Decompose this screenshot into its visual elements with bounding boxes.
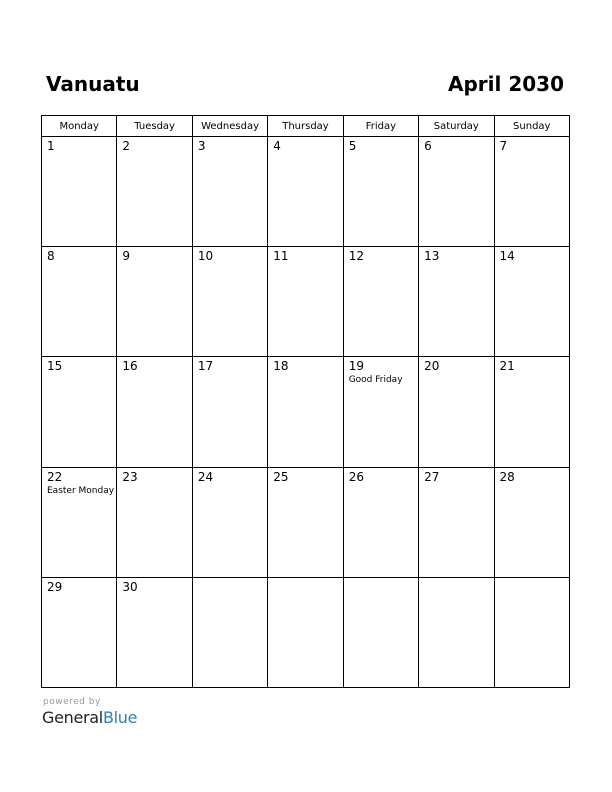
day-cell bbox=[343, 357, 418, 467]
week-row bbox=[42, 137, 570, 247]
day-cell bbox=[192, 577, 267, 687]
day-number: 27 bbox=[424, 469, 440, 484]
holiday-label: Easter Monday bbox=[47, 485, 115, 496]
day-number: 18 bbox=[273, 359, 289, 374]
day-cell bbox=[268, 247, 343, 357]
day-cell bbox=[192, 247, 267, 357]
day-number: 20 bbox=[424, 359, 440, 374]
day-number: 2 bbox=[122, 139, 131, 153]
powered-by-label: powered by bbox=[43, 697, 101, 707]
day-number: 11 bbox=[273, 249, 289, 264]
day-cell bbox=[192, 467, 267, 577]
day-cell bbox=[117, 247, 192, 357]
logo-text-general: General bbox=[42, 708, 103, 727]
day-cell bbox=[42, 467, 117, 577]
month-year-title: April 2030 bbox=[448, 72, 564, 96]
day-number: 24 bbox=[197, 469, 214, 484]
day-cell bbox=[494, 137, 569, 247]
day-number: 22 bbox=[47, 469, 63, 484]
day-number: 30 bbox=[122, 579, 138, 594]
day-cell bbox=[494, 577, 569, 687]
calendar-grid bbox=[41, 115, 570, 688]
holiday-label: Good Friday bbox=[348, 375, 403, 386]
day-cell bbox=[494, 247, 569, 357]
weekday-header: Tuesday bbox=[117, 116, 192, 137]
day-cell bbox=[117, 357, 192, 467]
day-number: 1 bbox=[47, 139, 55, 153]
weekday-header: Wednesday bbox=[192, 116, 267, 137]
day-number: 29 bbox=[47, 579, 63, 594]
day-cell bbox=[494, 467, 569, 577]
day-number: 10 bbox=[197, 249, 214, 264]
day-number: 28 bbox=[499, 469, 515, 484]
day-number: 21 bbox=[499, 359, 515, 374]
logo-text-blue: Blue bbox=[102, 708, 138, 727]
day-number: 16 bbox=[122, 359, 138, 374]
day-cell bbox=[117, 137, 192, 247]
day-number: 26 bbox=[348, 469, 364, 484]
day-cell bbox=[117, 467, 192, 577]
weekday-header: Sunday bbox=[494, 116, 569, 137]
day-cell bbox=[42, 137, 117, 247]
country-title: Vanuatu bbox=[46, 72, 140, 96]
weekday-header: Monday bbox=[42, 116, 117, 137]
day-cell bbox=[419, 467, 494, 577]
day-number: 14 bbox=[499, 249, 515, 264]
day-cell bbox=[42, 577, 117, 687]
day-cell bbox=[419, 357, 494, 467]
day-cell bbox=[419, 577, 494, 687]
day-cell bbox=[419, 247, 494, 357]
day-number: 8 bbox=[47, 249, 55, 264]
day-cell bbox=[343, 467, 418, 577]
day-cell bbox=[343, 247, 418, 357]
day-cell bbox=[268, 357, 343, 467]
day-cell bbox=[42, 247, 117, 357]
week-row bbox=[42, 467, 570, 577]
day-number: 3 bbox=[197, 139, 206, 153]
day-cell bbox=[192, 137, 267, 247]
day-number: 19 bbox=[348, 359, 364, 374]
day-cell bbox=[192, 357, 267, 467]
day-cell bbox=[419, 137, 494, 247]
day-number: 5 bbox=[348, 139, 357, 153]
calendar-body bbox=[42, 137, 570, 688]
generalblue-logo bbox=[42, 708, 137, 728]
week-row bbox=[42, 247, 570, 357]
day-number: 25 bbox=[273, 469, 289, 484]
day-number: 6 bbox=[424, 139, 432, 153]
day-cell bbox=[343, 577, 418, 687]
day-cell bbox=[268, 467, 343, 577]
week-row bbox=[42, 577, 570, 687]
day-number: 15 bbox=[47, 359, 63, 374]
weekday-header: Thursday bbox=[268, 116, 343, 137]
day-number: 9 bbox=[122, 249, 131, 264]
day-cell bbox=[42, 357, 117, 467]
week-row bbox=[42, 357, 570, 467]
day-number: 23 bbox=[122, 469, 138, 484]
day-cell bbox=[343, 137, 418, 247]
day-cell bbox=[494, 357, 569, 467]
day-cell bbox=[268, 577, 343, 687]
day-number: 7 bbox=[499, 139, 508, 153]
day-cell bbox=[268, 137, 343, 247]
day-number: 13 bbox=[424, 249, 440, 264]
day-number: 12 bbox=[348, 249, 364, 264]
weekday-header: Saturday bbox=[419, 116, 494, 137]
weekday-header: Friday bbox=[343, 116, 418, 137]
day-number: 4 bbox=[273, 139, 281, 153]
day-cell bbox=[117, 577, 192, 687]
weekday-header-row bbox=[42, 116, 570, 137]
day-number: 17 bbox=[197, 359, 214, 374]
